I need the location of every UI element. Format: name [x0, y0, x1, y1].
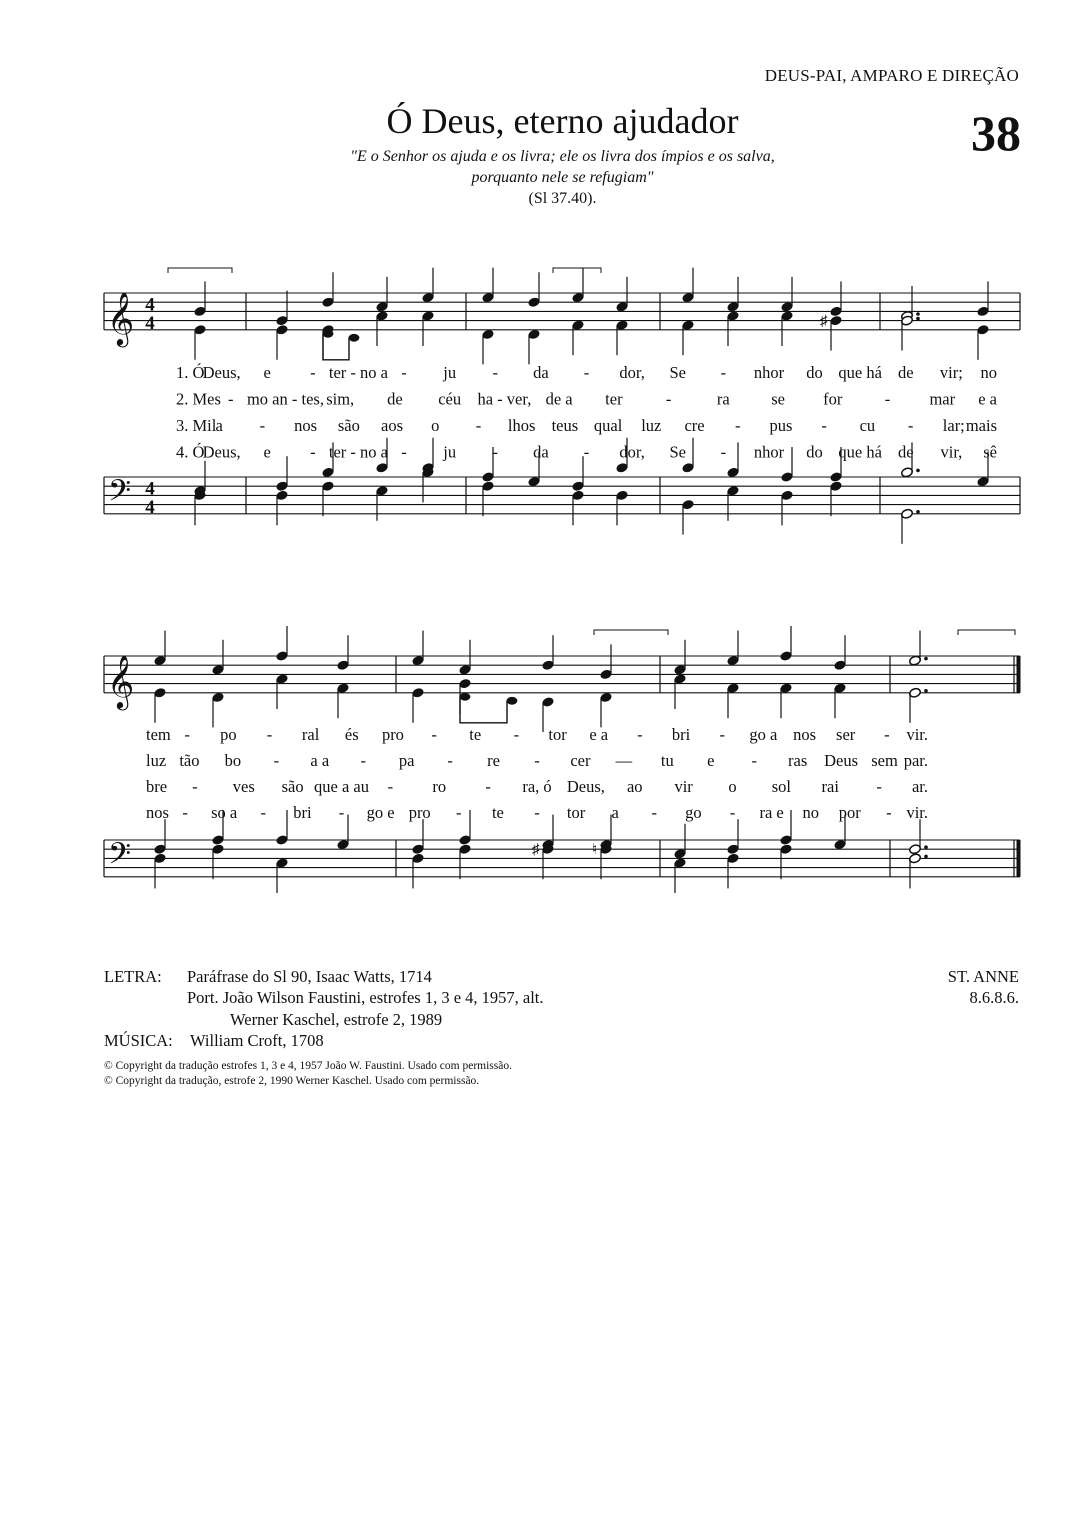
lyric-syllable: vir.	[906, 725, 928, 744]
lyric-syllable: Deus,	[566, 777, 605, 796]
lyric-syllable: 1. Ó	[176, 363, 205, 382]
lyric-syllable: re	[487, 751, 500, 770]
lyric-syllable: nhor	[753, 442, 785, 462]
lyric-syllable: dor,	[619, 442, 645, 462]
lyric-syllable: bri	[671, 725, 691, 744]
time-signature-bottom: 4	[145, 312, 155, 334]
lyric-syllable: sol	[771, 777, 792, 796]
lyric-syllable: Deus	[824, 751, 859, 770]
lyric-syllable: tem	[146, 725, 171, 744]
lyric-syllable: -	[884, 389, 891, 409]
hymn-number: 38	[971, 105, 1021, 161]
time-signature-top: 4	[145, 478, 155, 500]
lyric-syllable: Se	[669, 442, 686, 462]
lyric-syllable: -	[492, 363, 499, 382]
lyric-syllable: -	[821, 416, 827, 435]
lyric-syllable: ha - ver,	[477, 389, 532, 409]
lyric-syllable: -	[485, 777, 491, 796]
lyric-syllable: e a	[589, 725, 609, 744]
lyric-syllable: céu	[438, 389, 462, 409]
lyric-syllable: bre	[146, 777, 168, 796]
lyric-syllable: go e	[366, 803, 395, 822]
lyric-syllable: ar.	[911, 777, 928, 796]
lyric-syllable: ter - no a	[328, 363, 388, 382]
lyric-syllable: -	[431, 725, 437, 744]
lyric-syllable: -	[184, 725, 190, 744]
lyric-syllable: nos	[146, 803, 169, 822]
lyric-syllable: tor	[566, 803, 586, 822]
tune-name: ST. ANNE	[947, 967, 1019, 986]
copyright-line-1: © Copyright da tradução estrofes 1, 3 e 4, 1957 João W. Faustini. Usado com permissão.	[104, 1060, 512, 1072]
lyric-syllable: ju	[443, 363, 457, 382]
music-credit: William Croft, 1708	[190, 1031, 324, 1050]
lyric-syllable: Deus,	[202, 442, 241, 462]
lyric-syllable: ves	[232, 777, 255, 796]
lyric-syllable: ju	[443, 442, 457, 462]
lyric-syllable: o	[431, 416, 440, 435]
lyric-syllable: lar;	[942, 416, 965, 435]
lyric-syllable: sim,	[326, 389, 355, 409]
lyric-syllable: aos	[381, 416, 404, 435]
lyric-syllable: do	[806, 442, 823, 462]
lyrics-credit-line-1: Paráfrase do Sl 90, Isaac Watts, 1714	[187, 967, 432, 986]
lyric-syllable: go a	[749, 725, 778, 744]
natural-icon: ♮	[592, 842, 598, 859]
epigraph-line-1: "E o Senhor os ajuda e os livra; ele os livra dos ímpios e os salva,	[350, 148, 775, 165]
lyric-syllable: no	[802, 803, 819, 822]
lyric-syllable: ter	[605, 389, 623, 409]
lyric-syllable: bri	[293, 803, 312, 822]
lyric-syllable: e	[707, 751, 715, 770]
lyric-syllable: -	[751, 751, 757, 770]
lyric-syllable: -	[637, 725, 643, 744]
lyric-syllable: vir,	[940, 442, 963, 462]
lyric-syllable: mar	[929, 389, 956, 409]
lyric-syllable: -	[310, 363, 316, 382]
lyric-syllable: -	[192, 777, 198, 796]
music-credit-label: MÚSICA:	[104, 1031, 173, 1050]
lyric-syllable: se	[771, 389, 785, 409]
lyric-syllable: —	[615, 751, 633, 770]
note-head	[323, 330, 334, 338]
lyric-syllable: que há	[838, 442, 882, 462]
phrase-bracket	[958, 630, 1015, 635]
augmentation-dot	[916, 317, 920, 321]
lyric-syllable: que há	[838, 363, 882, 382]
lyric-syllable: -	[583, 363, 590, 382]
lyric-syllable: de	[387, 389, 403, 409]
lyric-syllable: lhos	[507, 416, 536, 435]
lyric-syllable: -	[266, 725, 273, 744]
lyric-syllable: -	[719, 725, 725, 744]
lyric-syllable: pro	[408, 803, 431, 822]
lyric-syllable: te	[469, 725, 482, 744]
lyric-syllable: tão	[179, 751, 200, 770]
lyric-syllable: 2. Mes	[176, 389, 221, 409]
lyric-syllable: -	[492, 442, 499, 462]
augmentation-dot	[924, 845, 928, 849]
hymn-title: Ó Deus, eterno ajudador	[386, 101, 739, 141]
lyric-syllable: a a	[310, 751, 330, 770]
epigraph-line-2: porquanto nele se refugiam"	[471, 169, 654, 186]
lyric-syllable: mais	[965, 416, 997, 435]
lyric-syllable: ter - no a	[328, 442, 388, 462]
hymn-category: DEUS-PAI, AMPARO E DIREÇÃO	[764, 66, 1019, 85]
time-signature-bottom: 4	[145, 496, 155, 518]
lyric-syllable: tu	[660, 751, 674, 770]
lyric-syllable: que a au	[314, 777, 369, 796]
lyric-syllable: -	[387, 777, 394, 796]
scripture-reference: (Sl 37.40).	[528, 190, 597, 207]
lyric-syllable: vir	[674, 777, 693, 796]
lyric-syllable: ra, ó	[522, 777, 552, 796]
lyric-syllable: a	[611, 803, 619, 822]
lyric-syllable: -	[227, 389, 234, 409]
music-system-2	[0, 618, 1085, 918]
meter: 8.6.8.6.	[969, 988, 1019, 1007]
final-barline-thick	[1017, 840, 1021, 877]
lyric-syllable: dor,	[619, 363, 645, 382]
lyric-syllable: -	[534, 751, 540, 770]
lyric-syllable: cre	[684, 416, 705, 435]
lyric-syllable: nos	[793, 725, 816, 744]
bass-clef-icon: 𝄢	[108, 837, 132, 878]
final-barline-thick	[1017, 656, 1021, 693]
lyric-syllable: -	[583, 442, 590, 462]
phrase-bracket	[553, 268, 601, 273]
lyric-syllable: 3. Mil	[176, 416, 217, 435]
lyric-syllable: Deus,	[202, 363, 241, 382]
augmentation-dot	[924, 657, 928, 661]
lyric-syllable: -	[734, 416, 741, 435]
lyric-syllable: -	[665, 389, 672, 409]
lyric-syllable: -	[260, 803, 267, 822]
lyric-syllable: -	[886, 803, 892, 822]
augmentation-dot	[916, 469, 920, 473]
lyric-syllable: te	[491, 803, 504, 822]
treble-clef-icon: 𝄞	[107, 655, 135, 707]
lyric-syllable: qual	[593, 416, 623, 435]
lyric-syllable: pa	[398, 751, 415, 770]
lyric-syllable: da	[533, 363, 549, 382]
lyric-syllable: pro	[381, 725, 404, 744]
lyric-syllable: -	[456, 803, 462, 822]
lyric-syllable: -	[475, 416, 482, 435]
note-head	[507, 697, 518, 705]
lyric-syllable: rai	[821, 777, 839, 796]
lyric-syllable: ras	[788, 751, 808, 770]
phrase-bracket	[168, 268, 232, 273]
lyric-syllable: -	[259, 416, 266, 435]
treble-clef-icon: 𝄞	[107, 292, 135, 344]
lyric-syllable: for	[823, 389, 843, 409]
lyric-syllable: e	[263, 363, 271, 382]
lyric-syllable: mo an - tes,	[246, 389, 324, 409]
music-system-1	[0, 255, 1085, 555]
lyric-syllable: de a	[545, 389, 573, 409]
lyric-syllable: so a	[211, 803, 238, 822]
lyric-syllable: da	[533, 442, 549, 462]
lyric-syllable: ra e	[759, 803, 784, 822]
lyric-syllable: tor	[548, 725, 567, 744]
lyric-syllable: -	[401, 363, 407, 382]
lyric-syllable: o	[728, 777, 737, 796]
lyric-syllable: e a	[978, 389, 997, 409]
lyric-syllable: -	[310, 442, 316, 462]
phrase-bracket	[594, 630, 668, 635]
lyric-syllable: vir.	[906, 803, 928, 822]
lyric-syllable: ser	[836, 725, 856, 744]
lyric-syllable: pus	[769, 416, 793, 435]
lyric-syllable: -	[360, 751, 366, 770]
lyric-syllable: po	[220, 725, 237, 744]
lyric-syllable: -	[876, 777, 882, 796]
lyric-syllable: -	[273, 751, 280, 770]
lyric-syllable: 4. Ó	[176, 442, 205, 462]
lyric-syllable: -	[338, 803, 345, 822]
lyric-syllable: és	[344, 725, 359, 744]
lyric-syllable: -	[720, 363, 727, 382]
sharp-icon: ♯	[820, 313, 828, 330]
note-head	[349, 334, 360, 342]
lyric-syllable: teus	[551, 416, 579, 435]
lyric-syllable: ro	[432, 777, 447, 796]
lyric-syllable: par.	[903, 751, 928, 770]
lyrics-credit-label: LETRA:	[104, 967, 162, 986]
time-signature-top: 4	[145, 294, 155, 316]
lyric-syllable: sê	[983, 442, 997, 462]
lyric-syllable: nos	[294, 416, 318, 435]
lyric-syllable: e	[263, 442, 271, 462]
lyric-syllable: a	[215, 416, 223, 435]
lyric-syllable: de	[897, 363, 914, 382]
lyrics-credit-line-2: Port. João Wilson Faustini, estrofes 1, 3 e 4, 1957, alt.	[187, 988, 544, 1007]
lyric-syllable: cer	[570, 751, 591, 770]
lyric-syllable: -	[651, 803, 658, 822]
lyric-syllable: são	[337, 416, 360, 435]
lyric-syllable: luz	[146, 751, 167, 770]
lyric-syllable: vir;	[939, 363, 963, 382]
augmentation-dot	[916, 510, 920, 514]
lyric-syllable: -	[401, 442, 407, 462]
lyric-syllable: -	[182, 803, 188, 822]
lyric-syllable: por	[838, 803, 861, 822]
lyric-syllable: sem	[871, 751, 898, 770]
lyric-syllable: nhor	[753, 363, 785, 382]
eighth-beam	[323, 334, 349, 360]
augmentation-dot	[916, 312, 920, 316]
lyric-syllable: -	[513, 725, 520, 744]
lyric-syllable: Se	[669, 363, 686, 382]
lyric-syllable: -	[447, 751, 453, 770]
augmentation-dot	[924, 855, 928, 859]
lyric-syllable: no	[980, 363, 997, 382]
lyric-syllable: de	[897, 442, 914, 462]
lyric-syllable: -	[729, 803, 736, 822]
lyric-syllable: ra	[716, 389, 730, 409]
bass-clef-icon: 𝄢	[108, 474, 132, 515]
lyric-syllable: -	[720, 442, 727, 462]
lyric-syllable: ral	[301, 725, 320, 744]
augmentation-dot	[924, 689, 928, 693]
lyric-syllable: do	[806, 363, 823, 382]
lyric-syllable: -	[534, 803, 540, 822]
lyric-syllable: go	[685, 803, 702, 822]
lyric-syllable: -	[907, 416, 914, 435]
copyright-line-2: © Copyright da tradução, estrofe 2, 1990 Werner Kaschel. Usado com permissão.	[104, 1075, 480, 1087]
lyric-syllable: luz	[641, 416, 662, 435]
lyric-syllable: são	[281, 777, 304, 796]
sharp-icon: ♯	[532, 842, 540, 859]
lyric-syllable: ao	[626, 777, 643, 796]
note-head	[460, 693, 471, 701]
lyric-syllable: -	[884, 725, 890, 744]
lyric-syllable: bo	[224, 751, 242, 770]
eighth-beam	[460, 697, 507, 723]
lyrics-credit-line-3: Werner Kaschel, estrofe 2, 1989	[230, 1010, 443, 1029]
lyric-syllable: cu	[859, 416, 876, 435]
